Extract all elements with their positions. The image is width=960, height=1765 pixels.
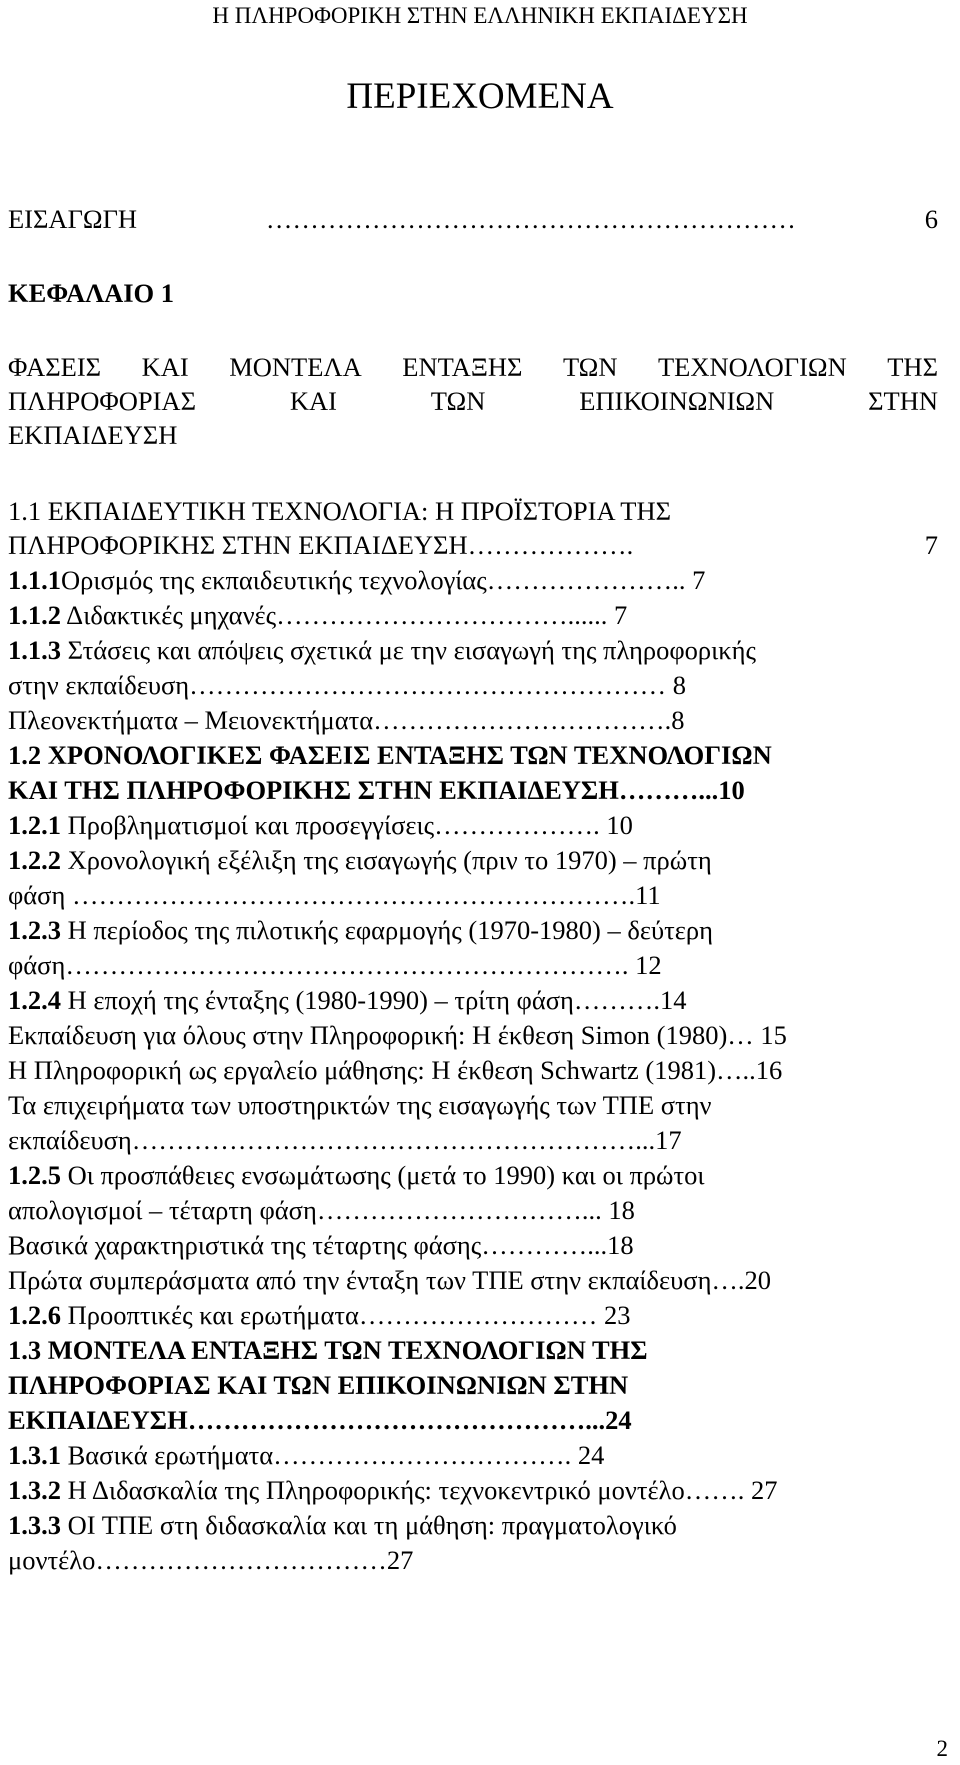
toc-entry-1-3-cont2[interactable]: ΕΚΠΑΙΔΕΥΣΗ………………………………………...24 xyxy=(8,1405,632,1435)
toc-entry-1-2-5[interactable]: 1.2.5 Οι προσπάθειες ενσωμάτωσης (μετά το 1990) και οι πρώτοι xyxy=(8,1160,705,1190)
toc-entry-1-3-1[interactable]: 1.3.1 Βασικά ερωτήματα……………………………. 24 xyxy=(8,1440,605,1470)
toc-title: ΠΕΡΙΕΧΟΜΕΝΑ xyxy=(346,76,614,117)
toc-entry-simon[interactable]: Εκπαίδευση για όλους στην Πληροφορική: Η έκθεση Simon (1980)… 15 xyxy=(8,1020,787,1050)
toc-entry-1-1-cont[interactable]: ΠΛΗΡΟΦΟΡΙΚΗΣ ΣΤΗΝ ΕΚΠΑΙΔΕΥΣΗ………………. 7 xyxy=(8,530,938,560)
toc-entry-arguments[interactable]: Τα επιχειρήματα των υποστηρικτών της εισαγωγής των ΤΠΕ στην xyxy=(8,1090,712,1120)
toc-entry-schwartz[interactable]: Η Πληροφορική ως εργαλείο μάθησης: Η έκθεση Schwartz (1981)…..16 xyxy=(8,1055,783,1085)
toc-entry-label: ΕΙΣΑΓΩΓΗ xyxy=(8,204,138,234)
toc-entry-1-1-3-cont[interactable]: στην εκπαίδευση……………………………………………… 8 xyxy=(8,670,687,700)
toc-entry-pros-cons[interactable]: Πλεονεκτήματα – Μειονεκτήματα…………………………….8 xyxy=(8,705,685,735)
toc-entry-intro[interactable] xyxy=(8,202,938,236)
toc-entry-arguments-cont[interactable]: εκπαίδευση…………………………………………………...17 xyxy=(8,1125,682,1155)
chapter-heading: ΚΕΦΑΛΑΙΟ 1 xyxy=(8,278,175,308)
toc-entry-1-2-3[interactable]: 1.2.3 Η περίοδος της πιλοτικής εφαρμογής (1970-1980) – δεύτερη xyxy=(8,915,713,945)
toc-entry-1-3-3[interactable]: 1.3.3 ΟΙ ΤΠΕ στη διδασκαλία και τη μάθηση: πραγματολογικό xyxy=(8,1510,677,1540)
toc-entry-1-3-cont[interactable]: ΠΛΗΡΟΦΟΡΙΑΣ ΚΑΙ ΤΩΝ ΕΠΙΚΟΙΝΩΝΙΩΝ ΣΤΗΝ xyxy=(8,1370,629,1400)
toc-page: 7 xyxy=(924,530,938,560)
toc-entry-1-3[interactable]: 1.3 ΜΟΝΤΕΛΑ ΕΝΤΑΞΗΣ ΤΩΝ ΤΕΧΝΟΛΟΓΙΩΝ ΤΗΣ xyxy=(8,1335,648,1365)
toc-entry-1-3-2[interactable]: 1.3.2 Η Διδασκαλία της Πληροφορικής: τεχνοκεντρικό μοντέλο……. 27 xyxy=(8,1475,778,1505)
toc-entry-first-conclusions[interactable]: Πρώτα συμπεράσματα από την ένταξη των ΤΠΕ στην εκπαίδευση….20 xyxy=(8,1265,772,1295)
toc-entry-1-1-3[interactable]: 1.1.3 Στάσεις και απόψεις σχετικά με την εισαγωγή της πληροφορικής xyxy=(8,635,756,665)
running-header: Η ΠΛΗΡΟΦΟΡΙΚΗ ΣΤΗΝ ΕΛΛΗΝΙΚΗ ΕΚΠΑΙΔΕΥΣΗ xyxy=(212,3,748,28)
toc-entry-1-2-2-cont[interactable]: φάση ……………………………………………………….11 xyxy=(8,880,661,910)
toc-entry-1-2-1[interactable]: 1.2.1 Προβληματισμοί και προσεγγίσεις………………. 10 xyxy=(8,810,633,840)
toc-entry-1-2-5-cont[interactable]: απολογισμοί – τέταρτη φάση…………………………... 18 xyxy=(8,1195,635,1225)
toc-entry-1-2-3-cont[interactable]: φάση………………………………………………………. 12 xyxy=(8,950,662,980)
toc-entry-1-2[interactable]: 1.2 ΧΡΟΝΟΛΟΓΙΚΕΣ ΦΑΣΕΙΣ ΕΝΤΑΞΗΣ ΤΩΝ ΤΕΧΝΟΛΟΓΙΩΝ xyxy=(8,740,772,770)
toc-leader: …………………………………………………… xyxy=(265,204,796,234)
chapter-title-line3: ΕΚΠΑΙΔΕΥΣΗ xyxy=(8,420,178,450)
toc-entry-1-2-cont[interactable]: ΚΑΙ ΤΗΣ ΠΛΗΡΟΦΟΡΙΚΗΣ ΣΤΗΝ ΕΚΠΑΙΔΕΥΣΗ………...10 xyxy=(8,775,745,805)
toc-entry-basic-features[interactable]: Βασικά χαρακτηριστικά της τέταρτης φάσης…………...18 xyxy=(8,1230,634,1260)
chapter-title-line1: ΦΑΣΕΙΣ ΚΑΙ ΜΟΝΤΕΛΑ ΕΝΤΑΞΗΣ ΤΩΝ ΤΕΧΝΟΛΟΓΙΩΝ ΤΗΣ xyxy=(8,352,938,382)
page-number: 2 xyxy=(936,1736,948,1761)
toc-entry-1-2-6[interactable]: 1.2.6 Προοπτικές και ερωτήματα……………………… 23 xyxy=(8,1300,631,1330)
toc-entry-1-2-4[interactable]: 1.2.4 Η εποχή της ένταξης (1980-1990) – τρίτη φάση……….14 xyxy=(8,985,687,1015)
toc-entry-1-1[interactable]: 1.1 ΕΚΠΑΙΔΕΥΤΙΚΗ ΤΕΧΝΟΛΟΓΙΑ: Η ΠΡΟΪΣΤΟΡΙΑ ΤΗΣ xyxy=(8,496,672,526)
toc-entry-1-1-2[interactable]: 1.1.2 Διδακτικές μηχανές……………………………...... 7 xyxy=(8,600,628,630)
chapter-title-line2: ΠΛΗΡΟΦΟΡΙΑΣ ΚΑΙ ΤΩΝ ΕΠΙΚΟΙΝΩΝΙΩΝ ΣΤΗΝ xyxy=(8,386,938,416)
toc-entry-1-3-3-cont[interactable]: μοντέλο……………………………27 xyxy=(8,1545,414,1575)
toc-entry-1-1-1[interactable]: 1.1.1Ορισμός της εκπαιδευτικής τεχνολογίας………………….. 7 xyxy=(8,565,706,595)
toc-entry-1-2-2[interactable]: 1.2.2 Χρονολογική εξέλιξη της εισαγωγής (πριν το 1970) – πρώτη xyxy=(8,845,712,875)
toc-page: 6 xyxy=(924,204,938,234)
